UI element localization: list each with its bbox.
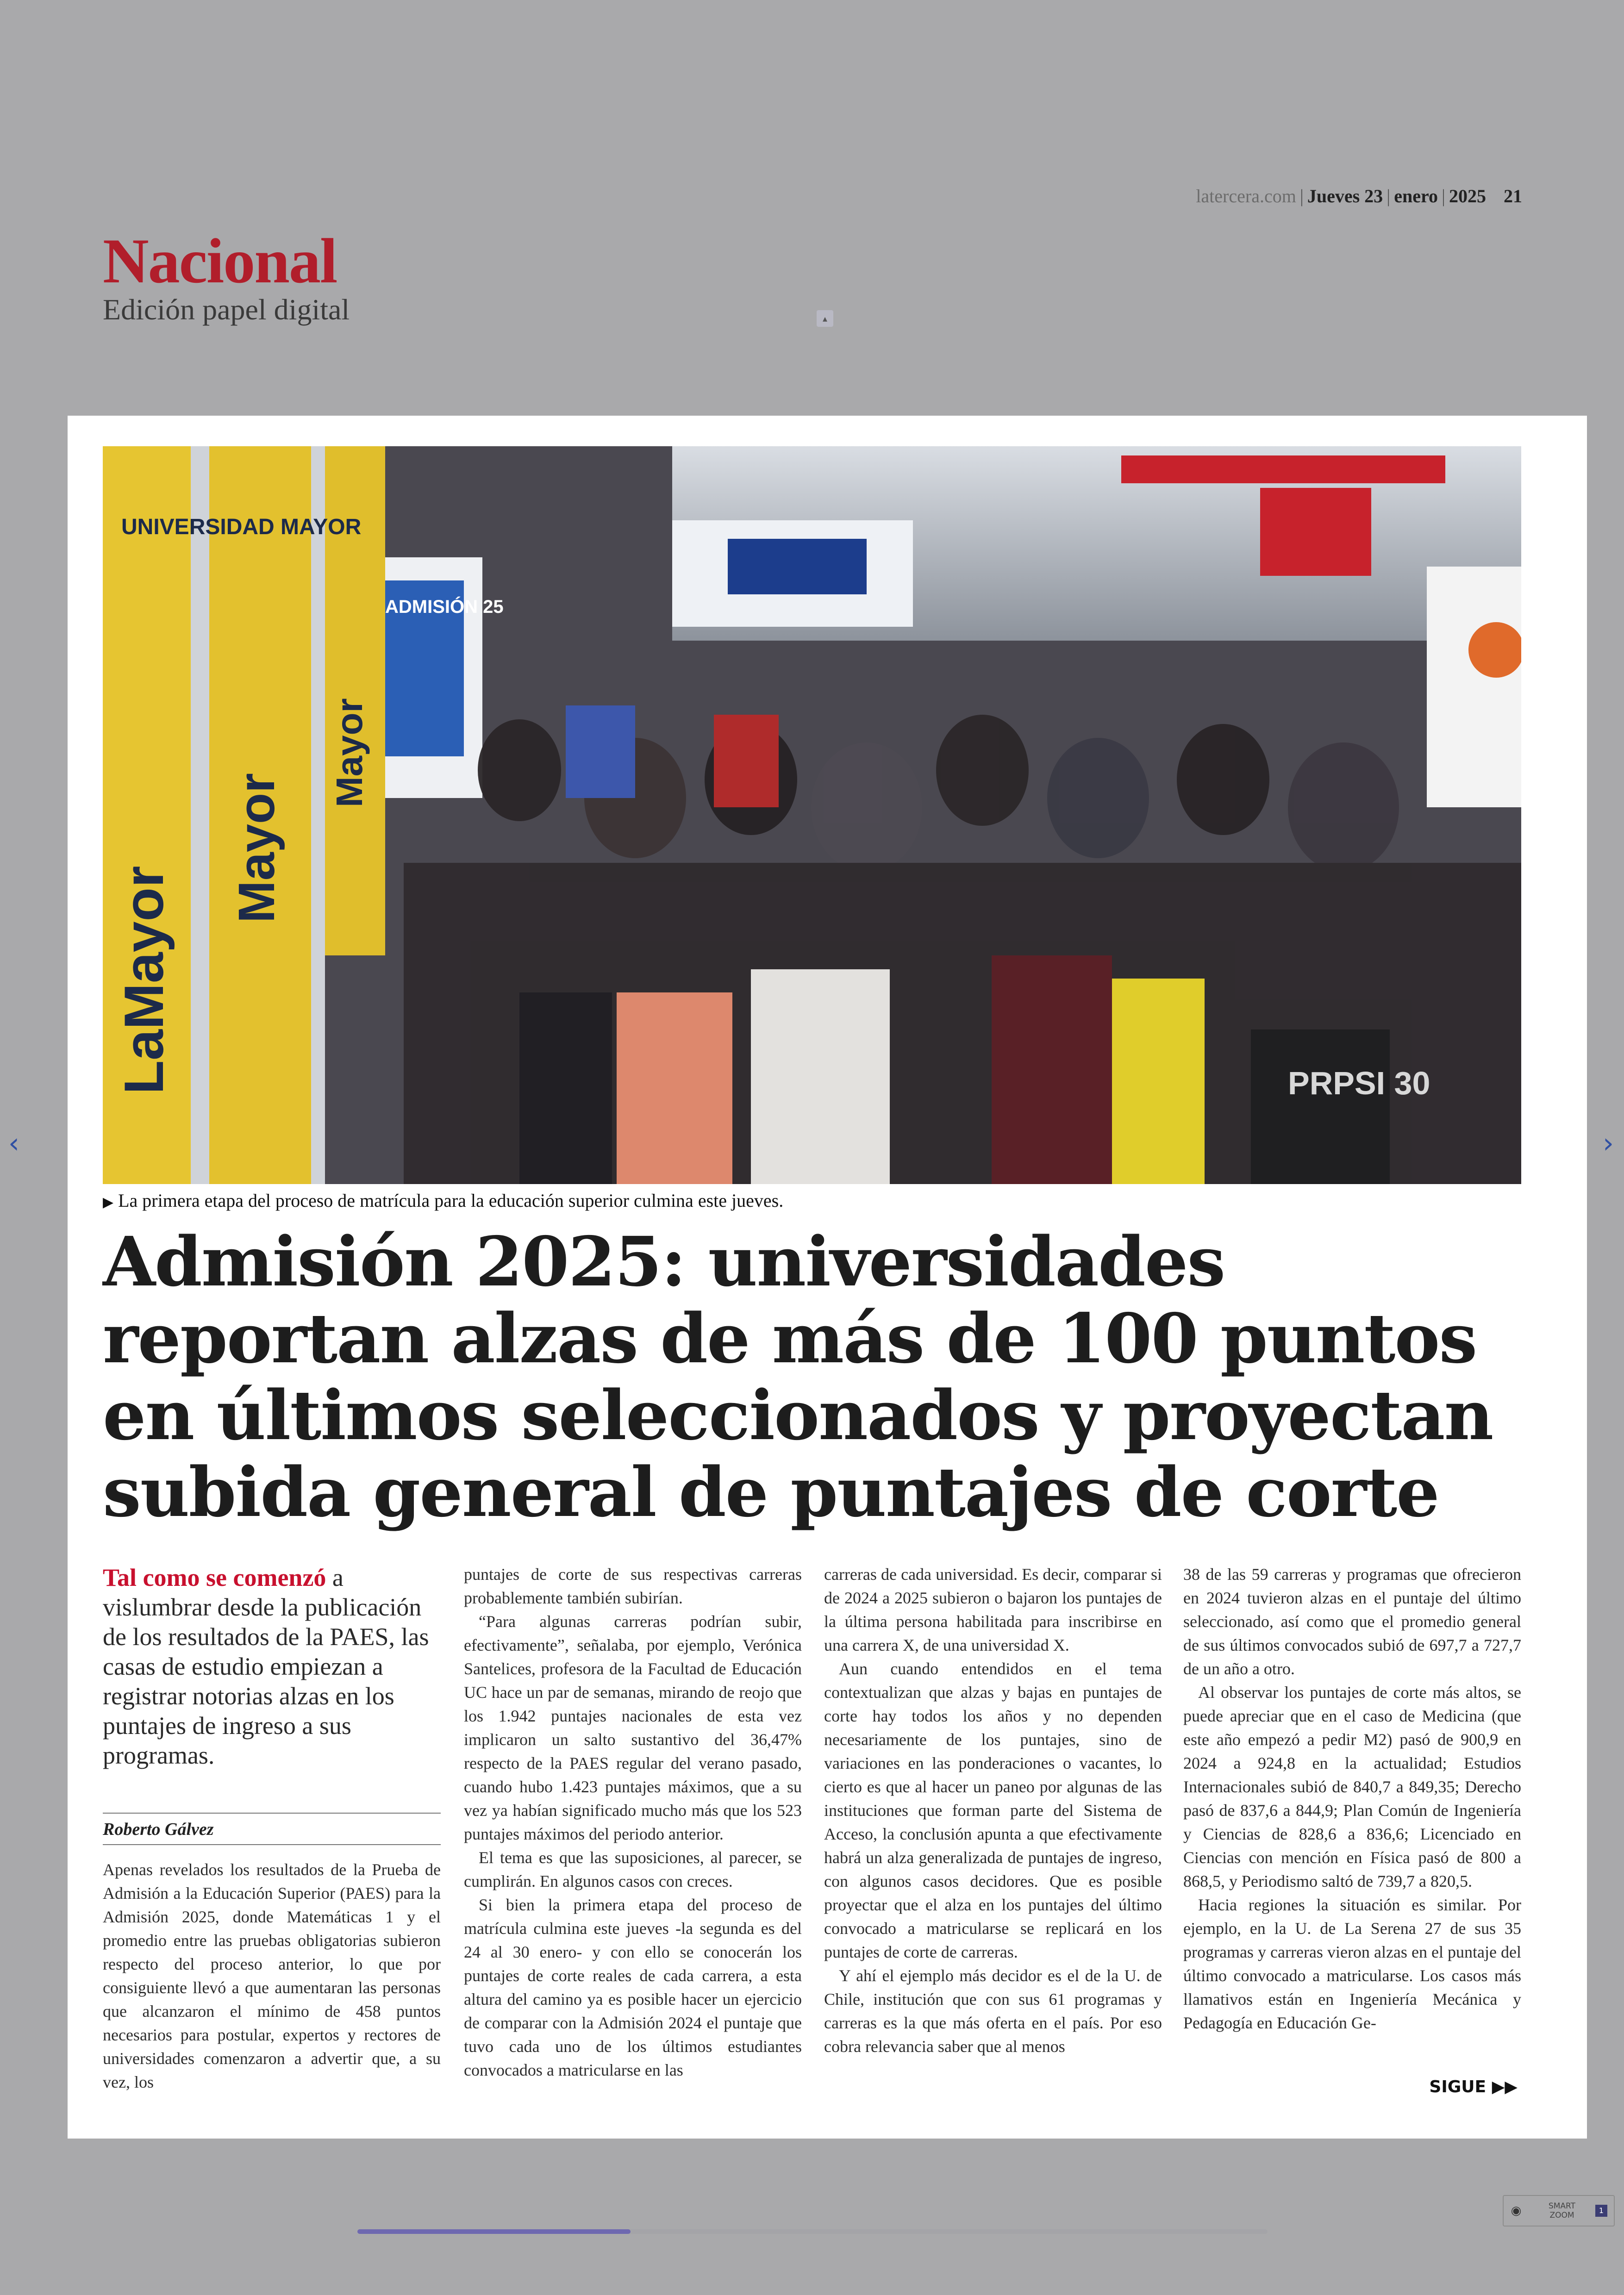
article-column-3	[824, 1563, 1162, 2058]
month: enero	[1394, 186, 1438, 206]
caption-marker-icon: ▶	[103, 1195, 114, 1210]
admission-sign: ADMISIÓN 25	[385, 597, 504, 617]
paragraph: Si bien la primera etapa del proceso de matrícula culmina este jueves -la segunda es del 24 al 30 enero- y con ello se conocerán los puntajes de corte reales de cada carrera, a esta altura del camino ya es posible hacer un ejercicio de comparar con la Admisión 2024 el puntaje que tuvo cada uno de los últimos estudiantes convocados a matricularse en las	[464, 1896, 802, 2079]
continue-marker: SIGUE ▶▶	[1429, 2077, 1518, 2096]
article-photo	[103, 446, 1521, 1184]
paragraph: Hacia regiones la situación es similar. Por ejemplo, en la U. de La Serena 27 de sus 35 programas y carreras vieron alzas en el puntaje del último convocado a matricularse. Los casos más llamativos están en Ingeniería Mecánica y Pedagogía en Educación Ge-	[1183, 1896, 1521, 2032]
paragraph: Apenas revelados los resultados de la Prueba de Admisión a la Educación Superior (PAES) para la Admisión 2025, donde Matemáticas 1 y el promedio entre las pruebas obligatorias subieron respecto del proceso anterior, lo que por consiguiente llevó a que aumentaran las personas que alcanzaron el mínimo de 458 puntos necesarios para postular, expertos y rectores de universidades comenzaron a advertir que, a su vez, los	[103, 1860, 441, 2091]
paragraph: carreras de cada universidad. Es decir, comparar si de 2024 a 2025 subieron o bajaron los puntajes de la última persona habilitada para inscribirse en una carrera X, de una universidad X.	[824, 1565, 1162, 1654]
eye-icon: ◉	[1511, 2204, 1522, 2218]
newspaper-page	[68, 416, 1587, 2139]
paragraph: El tema es que las suposiciones, al parecer, se cumplirán. En algunos casos con creces.	[464, 1848, 802, 1890]
crowd-photo-illustration	[103, 446, 1521, 1184]
article-headline: Admisión 2025: universidades reportan alzas de más de 100 puntos en últimos seleccionados y proyectan subida general de puntajes de corte	[103, 1222, 1493, 1532]
section-title: Nacional	[103, 225, 337, 296]
smart-zoom-badge: 1	[1595, 2205, 1607, 2217]
weekday: Jueves 23	[1307, 186, 1383, 206]
paragraph: Al observar los puntajes de corte más altos, se puede apreciar que en el caso de Medicina (que este año empezó a pedir M2) pasó de 900,9 en 2024 a 924,8 en la actualidad; Estudios Internacionales subió de 840,7 a 849,35; Derecho pasó de 837,6 a 844,9; Plan Común de Ingeniería y Ciencias de 828,6 a 836,6; Licenciado en Ciencias con mención en Física pasó de 800 a 868,5, y Periodismo saltó de 739,7 a 820,5.	[1183, 1683, 1521, 1890]
article-column-1	[103, 1563, 441, 2094]
prev-page-button[interactable]	[8, 1127, 19, 1160]
smart-zoom-label: SMART ZOOM	[1548, 2201, 1576, 2220]
next-page-button[interactable]	[1603, 1127, 1614, 1160]
page-number: 21	[1504, 186, 1522, 206]
shirt-print: PRPSI 30	[1288, 1065, 1430, 1101]
article-column-2	[464, 1563, 802, 2082]
paragraph: puntajes de corte de sus respectivas carreras probablemente también subirían.	[464, 1565, 802, 1607]
booth-vertical-text-2: Mayor	[228, 773, 285, 923]
chevron-right-icon: ›	[1603, 1127, 1614, 1160]
chevron-left-icon: ‹	[8, 1127, 19, 1160]
caption-text: La primera etapa del proceso de matrícula para la educación superior culmina este jueves.	[118, 1190, 784, 1211]
paragraph: “Para algunas carreras podrían subir, efectivamente”, señalaba, por ejemplo, Verónica Santelices, profesora de la Facultad de Educación UC hace un par de semanas, mirando de reojo que los 1.942 puntajes nacionales de esta vez implicaron un salto sustantivo del 36,47% respecto de la PAES regular del verano pasado, cuando hubo 1.423 puntajes máximos, que a su vez ya habían significado mucho más que los 523 puntajes máximos del periodo anterior.	[464, 1612, 802, 1843]
booth-sign-left: UNIVERSIDAD MAYOR	[121, 515, 362, 539]
booth-vertical-text-3: Mayor	[329, 698, 370, 807]
site-name: latercera.com	[1196, 186, 1296, 206]
year: 2025	[1449, 186, 1486, 206]
article-column-4	[1183, 1563, 1521, 2035]
paragraph: 38 de las 59 carreras y programas que ofrecieron en 2024 tuvieron alzas en el puntaje del último seleccionado, así como que el promedio general de sus últimos convocados subió de 697,7 a 727,7 de un año a otro.	[1183, 1565, 1521, 1678]
paragraph: Aun cuando entendidos en el tema contextualizan que alzas y bajas en puntajes de corte hay todos los años y no dependen necesariamente de los puntajes, sino de variaciones en las ponderaciones o vacantes, lo cierto es que al hacer un paneo por algunas de las instituciones que forman parte del Sistema de Acceso, la conclusión apunta a que efectivamente habrá un alza generalizada de puntajes de ingreso, con algunos casos decidores. Que es posible proyectar que el alza en los puntajes del último convocado a matricularse se replicará en los puntajes de corte de carreras.	[824, 1659, 1162, 1961]
section-brand	[103, 225, 350, 326]
page-dateline: latercera.com | Jueves 23 | enero | 2025 21	[1196, 186, 1522, 206]
smart-zoom-button[interactable]	[1503, 2195, 1615, 2226]
byline: Roberto Gálvez	[103, 1813, 441, 1845]
lead-text: a vislumbrar desde la publicación de los resultados de la PAES, las casas de estudio empiezan a registrar notorias alzas en los puntajes de ingreso a sus programas.	[103, 1564, 429, 1769]
page-progress-fill	[357, 2229, 631, 2234]
lead-highlight: Tal como se comenzó	[103, 1564, 326, 1591]
paragraph: Y ahí el ejemplo más decidor es el de la U. de Chile, institución que con sus 61 programas y carreras es la que más oferta en el país. Por eso cobra relevancia saber que al menos	[824, 1966, 1162, 2056]
page-progress-bar[interactable]	[357, 2229, 1268, 2234]
edition-subtitle: Edición papel digital	[103, 293, 350, 326]
collapse-toolbar-button[interactable]: ▴	[817, 310, 833, 327]
photo-caption	[103, 1190, 783, 1211]
booth-vertical-text-1: LaMayor	[113, 866, 175, 1094]
article-lead	[103, 1563, 441, 1770]
